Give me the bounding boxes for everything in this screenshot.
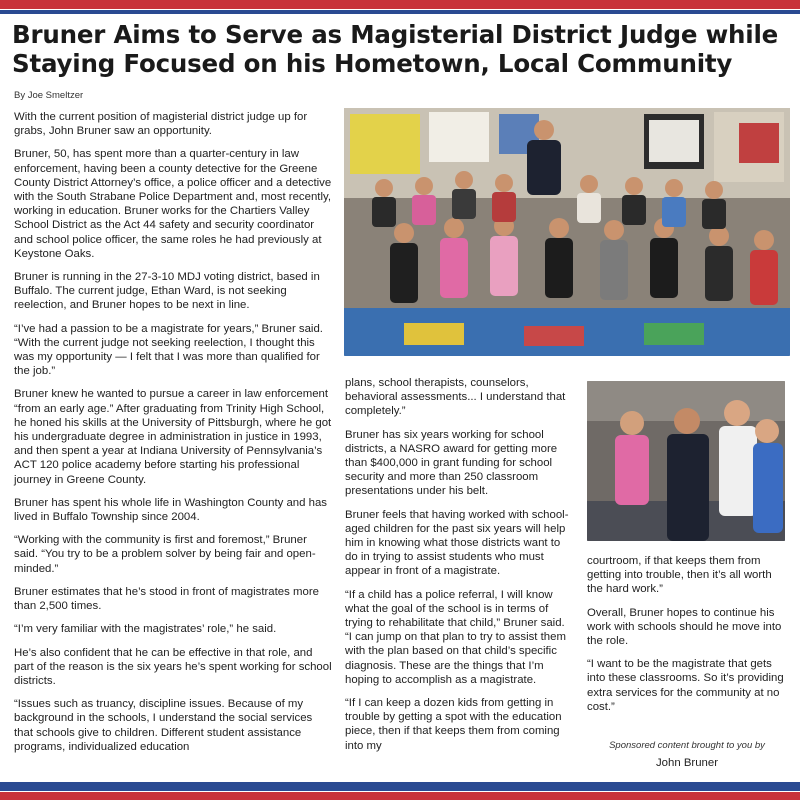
bottom-color-stripe [0, 782, 800, 800]
headline [12, 20, 788, 78]
sponsor-line: Sponsored content brought to you by [609, 740, 765, 751]
paragraph: courtroom, if that keeps them from getting into trouble, then it’s all worth the hard work.” [587, 555, 772, 596]
paragraph: Bruner feels that having worked with school-aged children for the past six years will help him in knowing what those districts want to do in trying to assist students who must appear in front of a magistrate. [345, 508, 569, 578]
article-column-2 [345, 376, 572, 762]
paragraph: Overall, Bruner hopes to continue his work with schools should he move into the role. [587, 606, 782, 648]
article-column-3 [587, 554, 787, 723]
paragraph: With the current position of magisterial district judge up for grabs, John Bruner saw an opportunity. [14, 111, 308, 138]
paragraph: “If I can keep a dozen kids from getting in trouble by getting a spot with the education piece, then if that keeps them from coming into my [345, 697, 562, 752]
paragraph: Bruner, 50, has spent more than a quarter-century in law enforcement, having been a county detective for the Greene County District Attorney’s office, a police officer and a detective with the South Strabane Police Department and, most recently, working in education. Bruner works for the Chartiers Valley School District as the Act 44 safety and security coordinator and school police officer, the same roles he had previously at Keystone Oaks. [14, 148, 332, 260]
top-color-stripe [0, 0, 800, 14]
cafeteria-photo-illustration [587, 381, 785, 541]
paragraph: “I’m very familiar with the magistrates’ role,” he said. [14, 623, 277, 636]
sponsor-name: John Bruner [655, 757, 719, 769]
paragraph: “Issues such as truancy, discipline issues. Because of my background in the schools, I understand the social services that schools give to children. Different student assistance programs, individualized education [14, 698, 313, 753]
paragraph: “I’ve had a passion to be a magistrate for years,” Bruner said. “With the current judge not seeking reelection, I thought this was my opportunity — I felt that I was more than qualified for the job.” [14, 322, 323, 378]
headline-line-1: Bruner Aims to Serve as Magisterial District Judge while [12, 20, 779, 49]
headline-line-2: Staying Focused on his Hometown, Local Community [12, 49, 733, 78]
paragraph: Bruner knew he wanted to pursue a career in law enforcement “from an early age.” After graduating from Trinity High School, he honed his skills at the University of Pittsburgh, where he got his undergraduate degree in administration in justice in 1993, and then spent a year at Indiana University of Pennsylvania’s ACT 120 police academy before starting his professional journey in Greene County. [14, 388, 332, 486]
paragraph: Bruner is running in the 27-3-10 MDJ voting district, based in Buffalo. The current judge, Ethan Ward, is not seeking reelection, and Bruner hopes to be next in line. [14, 271, 320, 312]
paragraph: “If a child has a police referral, I will know what the goal of the school is in terms of trying to rehabilitate that child,” Bruner said. “I can jump on that plan to try to assist them with the plan based on that child’s specific diagnosis. These are the things that I’m hoping to accomplish as a magistrate. [345, 588, 566, 686]
paragraph: Bruner estimates that he’s stood in front of magistrates more than 2,500 times. [14, 585, 319, 613]
classroom-photo-illustration [344, 108, 790, 356]
paragraph: “Working with the community is first and foremost,” Bruner said. “You try to be a problem solver by being fair and open-minded.” [14, 534, 316, 575]
paragraph: Bruner has spent his whole life in Washington County and has lived in Buffalo Township since 2004. [14, 496, 328, 524]
paragraph: He’s also confident that he can be effective in that role, and part of the reason is the six years he’s spent working for school districts. [14, 646, 332, 687]
article-column-1 [14, 110, 334, 763]
sponsor-credit [587, 740, 787, 769]
officer-with-students-photo [587, 381, 785, 541]
classroom-group-photo [344, 108, 790, 356]
byline: By Joe Smeltzer [14, 90, 84, 101]
paragraph: Bruner has six years working for school districts, a NASRO award for getting more than $400,000 in grant funding for school security and more than 250 classroom presentations under his belt. [345, 428, 558, 498]
paragraph: plans, school therapists, counselors, behavioral assessments... I understand that completely.” [345, 377, 566, 418]
paragraph: “I want to be the magistrate that gets into these classrooms. So it’s providing extra services for the community at no cost.” [587, 658, 784, 713]
